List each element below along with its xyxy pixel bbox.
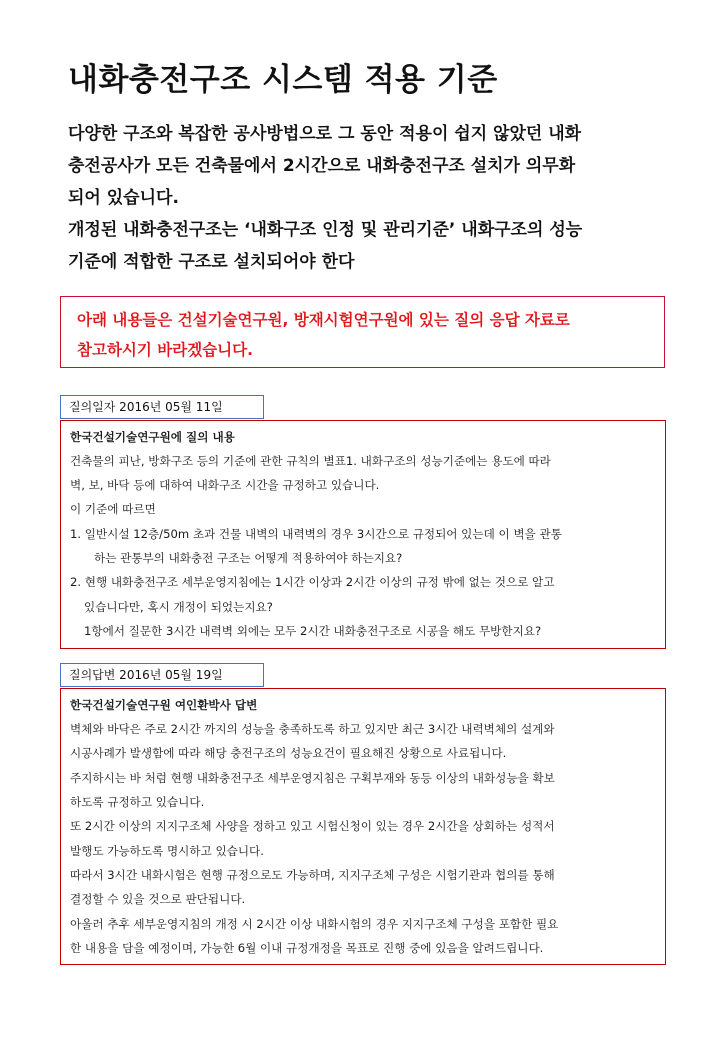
intro-line: 개정된 내화충전구조는 ‘내화구조 인정 및 관리기준’ 내화구조의 성능 [68,220,583,240]
notice-line: 참고하시기 바라겠습니다. [77,341,253,359]
question-box [60,420,666,649]
question-line: 하는 관통부의 내화충전 구조는 어떻게 적용하여야 하는지요? [94,551,403,565]
notice-line: 아래 내용들은 건설기술연구원, 방재시험연구원에 있는 질의 응답 자료로 [77,311,570,329]
intro-paragraph [68,118,668,278]
answer-line: 결정할 수 있을 것으로 판단됩니다. [70,892,246,906]
answer-heading: 한국건설기술연구원 여인환박사 답변 [70,698,258,712]
answer-line: 아울러 추후 세부운영지침의 개정 시 2시간 이상 내화시험의 경우 지지구조체 구성을 포함한 필요 [70,917,559,931]
answer-line: 한 내용을 담을 예정이며, 가능한 6월 이내 규정개정을 목표로 진행 중에 있음을 알려드립니다. [70,941,544,955]
answer-line: 하도록 규정하고 있습니다. [70,795,205,809]
intro-line: 충전공사가 모든 건축물에서 2시간으로 내화충전구조 설치가 의무화 [68,156,576,176]
page-title: 내화충전구조 시스템 적용 기준 [68,62,498,98]
intro-line: 기준에 적합한 구조로 설치되어야 한다 [68,252,355,272]
intro-line: 다양한 구조와 복잡한 공사방법으로 그 동안 적용이 쉽지 않았던 내화 [68,124,582,144]
question-line: 2. 현행 내화충전구조 세부운영지침에는 1시간 이상과 2시간 이상의 규정 밖에 없는 것으로 알고 [70,575,555,589]
answer-line: 벽체와 바닥은 주로 2시간 까지의 성능을 충족하도록 하고 있지만 최근 3시간 내력벽체의 설계와 [70,722,555,736]
answer-line: 발행도 가능하도록 명시하고 있습니다. [70,844,264,858]
answer-line: 주지하시는 바 처럼 현행 내화충전구조 세부운영지침은 구획부재와 동등 이상의 내화성능을 확보 [70,771,555,785]
question-line: 1. 일반시설 12층/50m 초과 건물 내벽의 내력벽의 경우 3시간으로 규정되어 있는데 이 벽을 관통 [70,527,562,541]
question-heading: 한국건설기술연구원에 질의 내용 [70,430,235,444]
question-line: 있습니다만, 혹시 개정이 되었는지요? [84,600,273,614]
question-line: 벽, 보, 바닥 등에 대하여 내화구조 시간을 규정하고 있습니다. [70,478,380,492]
answer-line: 시공사례가 발생함에 따라 해당 충전구조의 성능요건이 필요해진 상황으로 사료됩니다. [70,746,507,760]
answer-line: 따라서 3시간 내화시험은 현행 규정으로도 가능하며, 지지구조체 구성은 시험기관과 협의를 통해 [70,868,555,882]
answer-line: 또 2시간 이상의 지지구조체 사양을 정하고 있고 시험신청이 있는 경우 2시간을 상회하는 성적서 [70,819,555,833]
notice-box [60,296,665,368]
intro-line: 되어 있습니다. [68,188,179,208]
question-date-label: 질의일자 2016년 05월 11일 [60,395,264,419]
question-line: 1항에서 질문한 3시간 내력벽 외에는 모두 2시간 내화충전구조로 시공을 해도 무방한지요? [84,624,542,638]
question-line: 건축물의 피난, 방화구조 등의 기준에 관한 규칙의 별표1. 내화구조의 성능기준에는 용도에 따라 [70,454,551,468]
answer-box [60,688,666,965]
answer-date-label: 질의답변 2016년 05월 19일 [60,663,264,687]
question-line: 이 기준에 따르면 [70,502,156,516]
